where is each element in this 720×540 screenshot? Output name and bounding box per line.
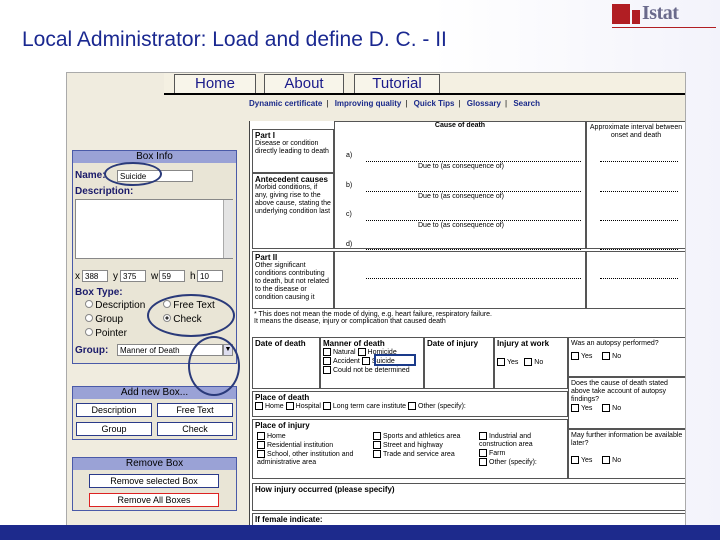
description-label: Description: xyxy=(75,186,134,197)
checkbox-icon[interactable] xyxy=(602,456,610,464)
female-label: If female indicate: xyxy=(255,515,323,524)
injury-home-label: Home xyxy=(267,432,286,440)
yes-label: Yes xyxy=(507,358,519,366)
checkbox-icon[interactable] xyxy=(323,402,331,410)
radio-icon[interactable] xyxy=(85,328,93,336)
row-b-line[interactable] xyxy=(366,191,581,192)
link-separator: | xyxy=(405,99,408,108)
remove-box-panel xyxy=(72,457,237,511)
due-to-label-2: Due to (as consequence of) xyxy=(418,193,504,200)
place-other-label: Other (specify): xyxy=(418,402,466,410)
row-d-interval[interactable] xyxy=(600,249,678,250)
yes-label: Yes xyxy=(581,352,593,360)
row-d-line[interactable] xyxy=(366,249,581,250)
antecedent-title: Antecedent causes xyxy=(255,175,328,184)
link-separator: | xyxy=(326,99,329,108)
part1-cell xyxy=(252,129,334,173)
name-label: Name: xyxy=(75,170,106,181)
h-input[interactable]: 10 xyxy=(197,270,223,282)
checkbox-icon[interactable] xyxy=(408,402,416,410)
injury-street-label: Street and highway xyxy=(383,441,443,449)
row-c-label: c) xyxy=(346,211,352,218)
footnote xyxy=(254,311,684,325)
place-home-label: Home xyxy=(265,402,284,410)
description-textarea[interactable] xyxy=(75,199,233,259)
add-group-button[interactable]: Group xyxy=(76,422,152,436)
no-label: No xyxy=(612,404,622,412)
part2-cell xyxy=(252,251,334,309)
checkbox-icon[interactable] xyxy=(373,441,381,449)
type-description-option[interactable] xyxy=(85,300,145,311)
place-ltc-label: Long term care institute xyxy=(332,402,407,410)
date-of-injury-label: Date of injury xyxy=(427,339,479,348)
autopsy-cell xyxy=(568,337,686,377)
part2-line-1[interactable] xyxy=(366,278,581,279)
further-info-options[interactable] xyxy=(571,456,683,465)
checkbox-icon[interactable] xyxy=(257,441,265,449)
part2-description: Other significant conditions contributing to death, but not related to the disease or condition causing it xyxy=(255,262,329,301)
type-group-label: Group xyxy=(95,314,124,325)
link-separator: | xyxy=(458,99,461,108)
link-glossary[interactable]: Glossary xyxy=(466,99,501,108)
place-of-injury-cell xyxy=(252,419,568,479)
checkbox-icon[interactable] xyxy=(373,450,381,458)
radio-icon[interactable] xyxy=(85,300,93,308)
logo-mark-icon xyxy=(612,4,630,24)
how-injury-label: How injury occurred (please specify) xyxy=(255,485,395,494)
check-type-annotation xyxy=(147,294,235,337)
due-to-label-1: Due to (as consequence of) xyxy=(418,163,504,170)
checkbox-icon[interactable] xyxy=(323,348,331,356)
cause-header: Cause of death xyxy=(434,122,486,129)
row-a-interval[interactable] xyxy=(600,161,678,162)
remove-box-header: Remove Box xyxy=(73,458,236,470)
autopsy-question: Was an autopsy performed? xyxy=(571,340,659,347)
interval-column xyxy=(586,121,686,249)
add-box-header: Add new Box... xyxy=(73,387,236,399)
part2-cause-area[interactable] xyxy=(334,251,586,309)
checkbox-icon[interactable] xyxy=(257,450,265,458)
part2-interval-area[interactable] xyxy=(586,251,686,309)
injury-col-2[interactable] xyxy=(373,432,473,459)
link-quick-tips[interactable]: Quick Tips xyxy=(413,99,455,108)
autopsy-options[interactable] xyxy=(571,352,683,361)
death-certificate-form xyxy=(249,121,686,525)
type-description-label: Description xyxy=(95,300,146,311)
part2-title: Part II xyxy=(255,253,278,262)
chevron-down-icon[interactable]: ▼ xyxy=(223,344,233,356)
checkbox-icon[interactable] xyxy=(257,432,265,440)
tab-about[interactable]: About xyxy=(264,74,344,93)
remove-all-boxes-button[interactable]: Remove All Boxes xyxy=(89,493,219,507)
injury-industrial-label: Industrial and construction area xyxy=(479,432,533,448)
injury-residential-label: Residential institution xyxy=(267,441,334,449)
date-of-death-label: Date of death xyxy=(255,339,306,348)
logo-text: Istat xyxy=(642,2,679,24)
part1-description: Disease or condition directly leading to death xyxy=(255,140,329,155)
logo-underline xyxy=(612,27,716,28)
y-label: y xyxy=(113,271,118,282)
antecedent-description: Morbid conditions, if any, giving rise to the above cause, stating the underlying condition last xyxy=(255,184,331,215)
checkbox-icon[interactable] xyxy=(571,404,579,412)
x-label: x xyxy=(75,271,80,282)
checkbox-icon[interactable] xyxy=(255,402,263,410)
row-a-label: a) xyxy=(346,152,353,159)
add-description-button[interactable]: Description xyxy=(76,403,152,417)
checkbox-icon[interactable] xyxy=(571,456,579,464)
quick-links-bar xyxy=(247,99,686,113)
radio-icon[interactable] xyxy=(85,314,93,322)
row-a-line[interactable] xyxy=(366,161,581,162)
group-label: Group: xyxy=(75,345,109,356)
place-of-death-options[interactable] xyxy=(255,402,565,411)
slide-footer-band xyxy=(0,525,720,540)
row-b-label: b) xyxy=(346,182,353,189)
add-freetext-button[interactable]: Free Text xyxy=(157,403,233,417)
manner-homicide-label: Homicide xyxy=(367,348,397,356)
istat-logo xyxy=(612,2,716,26)
how-injury-cell[interactable] xyxy=(252,483,686,511)
row-d-label: d) xyxy=(346,241,353,248)
box-type-label: Box Type: xyxy=(75,287,123,298)
footnote-line-1: * This does not mean the mode of dying, e.g. heart failure, respiratory failure. xyxy=(254,311,492,318)
injury-school-label: School, other institution and administrative area xyxy=(257,450,354,466)
checkbox-icon[interactable] xyxy=(497,358,505,366)
description-scrollbar[interactable] xyxy=(223,200,233,258)
type-freetext-label: Free Text xyxy=(173,300,215,311)
checkbox-icon[interactable] xyxy=(373,432,381,440)
x-input[interactable]: 388 xyxy=(82,270,108,282)
interval-header: Approximate interval between onset and death xyxy=(589,124,683,139)
injury-farm-label: Farm xyxy=(489,449,506,457)
selected-suicide-box-highlight[interactable] xyxy=(371,354,416,366)
checkbox-icon[interactable] xyxy=(323,366,331,374)
autopsy-findings-cell xyxy=(568,377,686,429)
manner-accident-label: Accident xyxy=(333,357,360,365)
part1-title: Part I xyxy=(255,131,276,140)
injury-at-work-cell xyxy=(494,337,568,389)
type-pointer-option[interactable] xyxy=(85,328,127,339)
manner-undetermined-option[interactable] xyxy=(323,366,421,375)
place-of-injury-label: Place of injury xyxy=(255,421,310,430)
manner-undetermined-label: Could not be determined xyxy=(333,366,410,374)
add-check-button[interactable]: Check xyxy=(157,422,233,436)
type-check-label: Check xyxy=(173,314,202,325)
checkbox-icon[interactable] xyxy=(479,432,487,440)
checkbox-icon[interactable] xyxy=(286,402,294,410)
group-select-annotation xyxy=(188,336,240,396)
date-of-injury-cell[interactable] xyxy=(424,337,494,389)
row-c-line[interactable] xyxy=(366,220,581,221)
due-to-label-3: Due to (as consequence of) xyxy=(418,222,504,229)
slide-title: Local Administrator: Load and define D. C. - II xyxy=(22,28,447,51)
box-info-header: Box Info xyxy=(73,151,236,163)
checkbox-icon[interactable] xyxy=(362,357,370,365)
checkbox-icon[interactable] xyxy=(571,352,579,360)
w-label: w xyxy=(151,271,159,282)
manner-natural-label: Natural xyxy=(333,348,356,356)
row-c-interval[interactable] xyxy=(600,220,678,221)
remove-selected-box-button[interactable]: Remove selected Box xyxy=(89,474,219,488)
injury-trade-label: Trade and service area xyxy=(383,450,455,458)
further-info-question: May further information be available later? xyxy=(571,432,683,447)
injury-at-work-options[interactable] xyxy=(497,358,565,367)
manner-suicide-label: Suicide xyxy=(371,357,395,365)
link-separator: | xyxy=(505,99,508,108)
place-of-death-label: Place of death xyxy=(255,393,310,402)
checkbox-icon[interactable] xyxy=(358,348,366,356)
place-of-death-cell xyxy=(252,391,568,417)
tab-home[interactable]: Home xyxy=(174,74,256,93)
row-b-interval[interactable] xyxy=(600,191,678,192)
autopsy-findings-question: Does the cause of death stated above take account of autopsy findings? xyxy=(571,380,668,403)
autopsy-findings-options[interactable] xyxy=(571,404,683,413)
injury-at-work-label: Injury at work xyxy=(497,339,550,348)
checkbox-icon[interactable] xyxy=(323,357,331,365)
checkbox-icon[interactable] xyxy=(479,449,487,457)
checkbox-icon[interactable] xyxy=(602,352,610,360)
manner-of-death-label: Manner of death xyxy=(323,339,385,348)
h-label: h xyxy=(190,271,196,282)
name-field-annotation xyxy=(104,162,162,186)
link-search[interactable]: Search xyxy=(513,99,540,108)
group-select[interactable]: Manner of Death xyxy=(117,344,223,356)
top-navbar xyxy=(164,73,686,95)
no-label: No xyxy=(612,456,622,464)
type-group-option[interactable] xyxy=(85,314,123,325)
name-input[interactable]: Suicide xyxy=(117,170,193,182)
place-hospital-label: Hospital xyxy=(295,402,321,410)
footnote-line-2: It means the disease, injury or complication that caused death xyxy=(254,318,446,325)
checkbox-icon[interactable] xyxy=(479,458,487,466)
checkbox-icon[interactable] xyxy=(524,358,532,366)
yes-label: Yes xyxy=(581,404,593,412)
date-of-death-cell[interactable] xyxy=(252,337,320,389)
checkbox-icon[interactable] xyxy=(602,404,610,412)
cause-column xyxy=(334,121,586,249)
tab-tutorial[interactable]: Tutorial xyxy=(354,74,440,93)
yes-label: Yes xyxy=(581,456,593,464)
y-input[interactable]: 375 xyxy=(120,270,146,282)
injury-col-1[interactable] xyxy=(257,432,365,467)
type-pointer-label: Pointer xyxy=(95,328,127,339)
further-info-cell xyxy=(568,429,686,479)
logo-mark-small-icon xyxy=(632,10,640,24)
no-label: No xyxy=(534,358,544,366)
application-screenshot xyxy=(66,72,686,526)
antecedent-cell xyxy=(252,173,334,249)
injury-other-label: Other (specify): xyxy=(489,458,537,466)
link-improving-quality[interactable]: Improving quality xyxy=(334,99,402,108)
part2-interval-line[interactable] xyxy=(600,278,678,279)
no-label: No xyxy=(612,352,622,360)
injury-sports-label: Sports and athletics area xyxy=(383,432,461,440)
w-input[interactable]: 59 xyxy=(159,270,185,282)
link-dynamic-certificate[interactable]: Dynamic certificate xyxy=(249,99,323,108)
injury-col-3[interactable] xyxy=(479,432,567,467)
